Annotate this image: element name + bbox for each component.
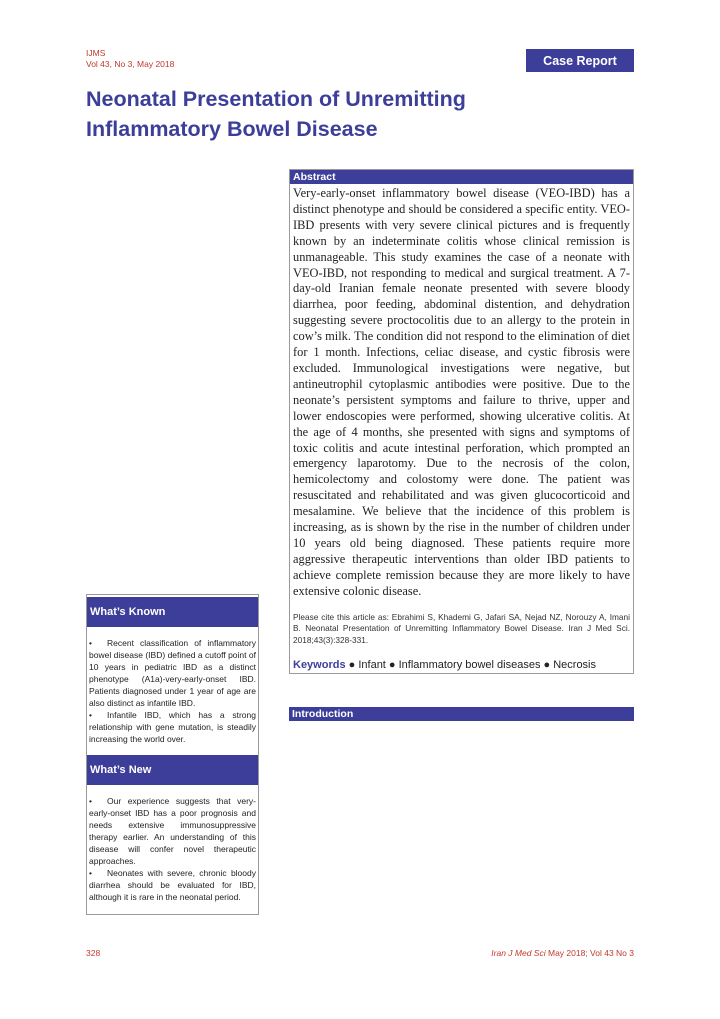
footer-journal-name: Iran J Med Sci <box>491 948 546 958</box>
list-item <box>89 795 256 867</box>
keywords-line <box>293 659 630 671</box>
page-number: 328 <box>86 948 101 958</box>
sidebar-box <box>86 594 259 915</box>
journal-name: IJMS <box>86 48 106 58</box>
bullet-icon: • <box>89 710 92 720</box>
title-line-2: Inflammatory Bowel Disease <box>86 117 378 141</box>
list-item <box>89 637 256 709</box>
footer-journal <box>491 948 634 958</box>
bullet-icon: • <box>89 638 92 648</box>
introduction-heading: Introduction <box>289 707 634 721</box>
whats-new-heading: What’s New <box>87 755 258 785</box>
keywords-list: ● Infant ● Inflammatory bowel diseases ● Necrosis <box>348 659 597 672</box>
list-item <box>89 709 256 745</box>
abstract-text: Very-early-onset inflammatory bowel disease (VEO-IBD) has a distinct phenotype and should be considered a specific entity. VEO-IBD presents with very severe clinical pictures and is frequently known by an indeterminate colitis whose clinical remission is unmanageable. This study examines the case of a neonate with VEO-IBD, not responding to medical and surgical treatment. A 7-day-old Iranian female neonate presented with severe bloody diarrhea, poor feeding, abdominal distention, and dehydration suggesting severe proctocolitis due to an allergy to the protein in cow’s milk. The condition did not respond to the elimination of diet for 1 month. Infections, celiac disease, and cystic fibrosis were excluded. Immunological investigations were negative, but antineutrophil cytoplasmic antibodies were positive. Due to the neonate’s persistent symptoms and failure to thrive, upper and lower endoscopies were performed, showing ulcerative colitis. At the age of 4 months, she presented with signs and symptoms of toxic colitis and acute intestinal perforation, which prompted an emergency laparotomy. Due to the necrosis of the colon, hemicolectomy and colostomy were done. The patient was resuscitated and rehabilitated and was given glucocorticoid and mesalamine. We believe that the incidence of this problem is increasing, as is shown by the rise in the number of children under 10 years old being diagnosed. These patients require more aggressive therapeutic interventions than older IBD patients to achieve complete remission because they are more likely to have extensive colonic disease. <box>293 186 630 598</box>
journal-volume: Vol 43, No 3, May 2018 <box>86 59 175 69</box>
abstract-heading: Abstract <box>290 170 633 184</box>
journal-header <box>86 48 174 70</box>
list-item-text: Recent classification of inflammatory bowel disease (IBD) defined a cutoff point of 10 years in pediatric IBD as a distinct phenotype (A1a)-very-early-onset IBD. Patients diagnosed under 1 year of age are also distinct as infantile IBD. <box>89 638 256 708</box>
citation-text: Please cite this article as: Ebrahimi S, Khademi G, Jafari SA, Nejad NZ, Norouzy A, Imani B. Neonatal Presentation of Unremitting Inflammatory Bowel Disease. Iran J Med Sci. 2018;43(3):328-331. <box>293 611 630 645</box>
whats-known-list <box>87 637 258 745</box>
whats-known-heading: What’s Known <box>87 597 258 627</box>
list-item <box>89 867 256 903</box>
title-line-1: Neonatal Presentation of Unremitting <box>86 87 466 111</box>
bullet-icon: • <box>89 868 92 878</box>
article-title <box>86 84 566 144</box>
keywords-label: Keywords <box>293 659 346 672</box>
list-item-text: Neonates with severe, chronic bloody diarrhea should be evaluated for IBD, although it is rare in the neonatal period. <box>89 868 256 902</box>
abstract-section <box>289 169 634 674</box>
list-item-text: Our experience suggests that very-early-onset IBD has a poor prognosis and needs extensive immunosuppressive therapy earlier. An understanding of this disease will confer novel therapeutic approaches. <box>89 796 256 866</box>
list-item-text: Infantile IBD, which has a strong relationship with gene mutation, is steadily increasing the world over. <box>89 710 256 744</box>
bullet-icon: • <box>89 796 92 806</box>
whats-new-list <box>87 795 258 903</box>
footer-issue: May 2018; Vol 43 No 3 <box>547 948 634 958</box>
article-type-badge: Case Report <box>526 49 634 72</box>
